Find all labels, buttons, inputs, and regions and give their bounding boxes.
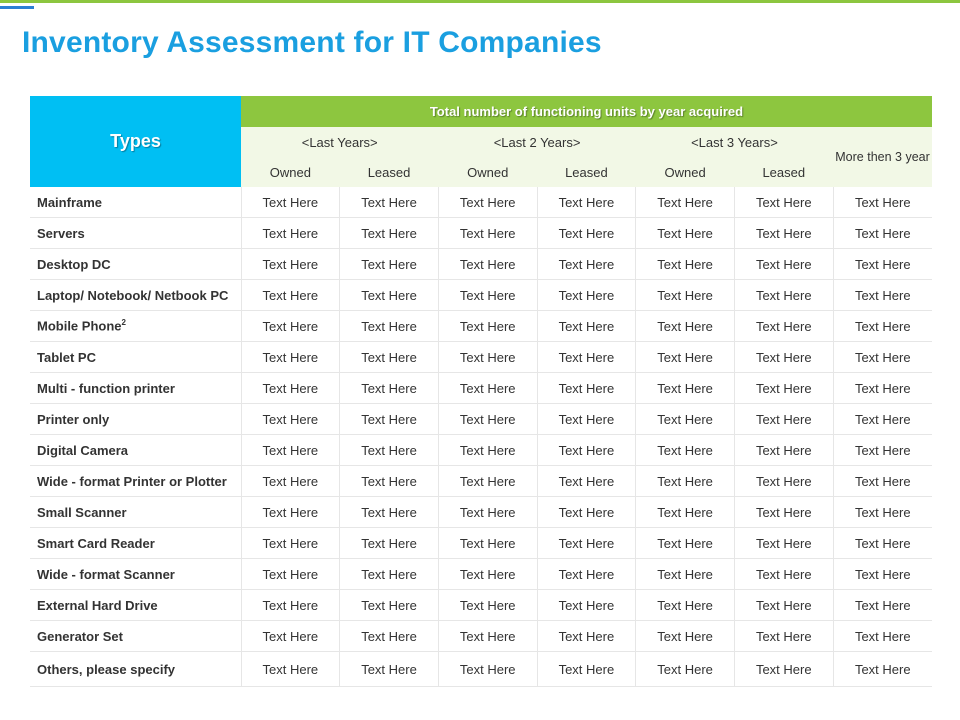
table-cell: Text Here	[636, 404, 735, 435]
table-cell: Text Here	[636, 218, 735, 249]
table-cell: Text Here	[241, 342, 340, 373]
table-cell: Text Here	[241, 249, 340, 280]
row-type-text: Smart Card Reader	[37, 535, 155, 551]
row-type-text: Multi - function printer	[37, 380, 175, 396]
table-cell: Text Here	[537, 218, 636, 249]
table-cell: Text Here	[340, 466, 439, 497]
table-cell: Text Here	[241, 621, 340, 652]
table-cell: Text Here	[833, 590, 932, 621]
table-cell: Text Here	[734, 590, 833, 621]
table-cell: Text Here	[833, 187, 932, 218]
row-type-text: Mainframe	[37, 194, 103, 210]
table-cell: Text Here	[438, 342, 537, 373]
table-cell: Text Here	[833, 311, 932, 342]
table-cell: Text Here	[438, 497, 537, 528]
table-cell: Text Here	[734, 280, 833, 311]
table-cell: Text Here	[241, 590, 340, 621]
row-type-label	[30, 404, 241, 435]
table-cell: Text Here	[833, 404, 932, 435]
table-row	[30, 466, 932, 497]
row-type-text: Servers	[37, 225, 85, 241]
table-cell: Text Here	[537, 404, 636, 435]
row-type-label	[30, 559, 241, 590]
table-cell: Text Here	[241, 435, 340, 466]
table-cell: Text Here	[340, 559, 439, 590]
inventory-table	[30, 96, 932, 687]
table-cell: Text Here	[734, 187, 833, 218]
table-cell: Text Here	[241, 187, 340, 218]
table-cell: Text Here	[340, 311, 439, 342]
table-cell: Text Here	[340, 187, 439, 218]
table-cell: Text Here	[340, 218, 439, 249]
row-type-label	[30, 621, 241, 652]
table-cell: Text Here	[636, 373, 735, 404]
row-type-label	[30, 218, 241, 249]
year-group-header: <Last Years>	[241, 127, 438, 157]
table-cell: Text Here	[241, 373, 340, 404]
footnote-marker: 2	[121, 318, 126, 328]
table-row	[30, 652, 932, 687]
row-type-text: Desktop DC	[37, 256, 111, 272]
page-title: Inventory Assessment for IT Companies	[22, 26, 602, 59]
row-type-text: Laptop/ Notebook/ Netbook PC	[37, 287, 229, 303]
row-type-text: Tablet PC	[37, 349, 96, 365]
table-cell: Text Here	[438, 311, 537, 342]
table-cell: Text Here	[636, 559, 735, 590]
row-type-label	[30, 497, 241, 528]
table-cell: Text Here	[340, 497, 439, 528]
table-cell: Text Here	[340, 404, 439, 435]
row-type-text: External Hard Drive	[37, 597, 158, 613]
table-cell: Text Here	[833, 652, 932, 687]
table-cell: Text Here	[636, 342, 735, 373]
table-cell: Text Here	[636, 187, 735, 218]
row-type-label	[30, 590, 241, 621]
table-row	[30, 528, 932, 559]
leased-header: Leased	[537, 157, 636, 187]
table-cell: Text Here	[636, 621, 735, 652]
table-row	[30, 621, 932, 652]
table-cell: Text Here	[734, 621, 833, 652]
table-cell: Text Here	[438, 404, 537, 435]
table-cell: Text Here	[833, 528, 932, 559]
row-type-label	[30, 187, 241, 218]
table-cell: Text Here	[734, 652, 833, 687]
table-row	[30, 342, 932, 373]
table-cell: Text Here	[438, 187, 537, 218]
row-type-label	[30, 435, 241, 466]
leased-header: Leased	[340, 157, 439, 187]
table-cell: Text Here	[734, 497, 833, 528]
table-cell: Text Here	[438, 590, 537, 621]
table-cell: Text Here	[340, 652, 439, 687]
table-cell: Text Here	[241, 466, 340, 497]
table-cell: Text Here	[734, 311, 833, 342]
table-cell: Text Here	[438, 466, 537, 497]
table-cell: Text Here	[537, 652, 636, 687]
table-row	[30, 559, 932, 590]
row-type-label	[30, 280, 241, 311]
table-cell: Text Here	[537, 590, 636, 621]
table-row	[30, 249, 932, 280]
year-group-header: <Last 3 Years>	[636, 127, 833, 157]
table-cell: Text Here	[734, 435, 833, 466]
table-row	[30, 590, 932, 621]
table-cell: Text Here	[241, 404, 340, 435]
table-cell: Text Here	[537, 342, 636, 373]
table-row	[30, 404, 932, 435]
table-cell: Text Here	[833, 559, 932, 590]
table-cell: Text Here	[833, 373, 932, 404]
table-cell: Text Here	[833, 342, 932, 373]
table-cell: Text Here	[241, 528, 340, 559]
table-row	[30, 280, 932, 311]
table-row	[30, 435, 932, 466]
row-type-label	[30, 528, 241, 559]
table-cell: Text Here	[636, 311, 735, 342]
year-group-header: <Last 2 Years>	[438, 127, 635, 157]
table-cell: Text Here	[438, 280, 537, 311]
table-cell: Text Here	[537, 466, 636, 497]
table-cell: Text Here	[636, 280, 735, 311]
table-cell: Text Here	[734, 404, 833, 435]
row-type-text: Wide - format Printer or Plotter	[37, 473, 227, 489]
table-row	[30, 311, 932, 342]
table-cell: Text Here	[833, 218, 932, 249]
table-cell: Text Here	[734, 373, 833, 404]
table-cell: Text Here	[833, 621, 932, 652]
top-accent-mark	[0, 6, 34, 9]
table-cell: Text Here	[537, 435, 636, 466]
table-cell: Text Here	[734, 342, 833, 373]
table-cell: Text Here	[833, 466, 932, 497]
row-type-text: Printer only	[37, 411, 110, 427]
table-cell: Text Here	[537, 311, 636, 342]
table-cell: Text Here	[340, 435, 439, 466]
table-cell: Text Here	[833, 280, 932, 311]
table-cell: Text Here	[438, 621, 537, 652]
table-cell: Text Here	[734, 218, 833, 249]
table-cell: Text Here	[537, 249, 636, 280]
row-type-text: Small Scanner	[37, 504, 127, 520]
types-header: Types	[30, 96, 241, 187]
table-cell: Text Here	[340, 621, 439, 652]
table-cell: Text Here	[438, 559, 537, 590]
table-cell: Text Here	[438, 218, 537, 249]
table-cell: Text Here	[241, 652, 340, 687]
table-cell: Text Here	[537, 559, 636, 590]
table-cell: Text Here	[340, 249, 439, 280]
table-cell: Text Here	[636, 497, 735, 528]
table-cell: Text Here	[340, 528, 439, 559]
table-cell: Text Here	[537, 187, 636, 218]
table-cell: Text Here	[438, 528, 537, 559]
table-cell: Text Here	[537, 621, 636, 652]
table-cell: Text Here	[241, 218, 340, 249]
table-cell: Text Here	[734, 249, 833, 280]
table-cell: Text Here	[340, 373, 439, 404]
table-row	[30, 373, 932, 404]
table-cell: Text Here	[734, 466, 833, 497]
table-row	[30, 187, 932, 218]
row-type-label	[30, 373, 241, 404]
owned-header: Owned	[438, 157, 537, 187]
row-type-label	[30, 652, 241, 687]
owned-header: Owned	[241, 157, 340, 187]
table-cell: Text Here	[734, 559, 833, 590]
table-cell: Text Here	[636, 466, 735, 497]
more-than-3-year-header: More then 3 year	[833, 127, 932, 187]
table-cell: Text Here	[537, 280, 636, 311]
row-type-label	[30, 249, 241, 280]
table-cell: Text Here	[636, 249, 735, 280]
row-type-text: Generator Set	[37, 628, 123, 644]
table-cell: Text Here	[241, 311, 340, 342]
leased-header: Leased	[734, 157, 833, 187]
table-cell: Text Here	[340, 280, 439, 311]
table-row	[30, 218, 932, 249]
table-row	[30, 497, 932, 528]
table-cell: Text Here	[636, 528, 735, 559]
row-type-text: Mobile Phone	[37, 318, 122, 334]
row-type-label	[30, 466, 241, 497]
table-cell: Text Here	[438, 652, 537, 687]
table-cell: Text Here	[241, 497, 340, 528]
table-cell: Text Here	[636, 435, 735, 466]
table-cell: Text Here	[833, 435, 932, 466]
owned-header: Owned	[636, 157, 735, 187]
table-cell: Text Here	[438, 249, 537, 280]
total-units-header: Total number of functioning units by year acquired	[241, 96, 932, 127]
table-cell: Text Here	[438, 435, 537, 466]
table-cell: Text Here	[636, 652, 735, 687]
table-cell: Text Here	[537, 528, 636, 559]
table-body	[30, 187, 932, 687]
row-type-text: Wide - format Scanner	[37, 566, 175, 582]
table-cell: Text Here	[537, 373, 636, 404]
row-type-label	[30, 342, 241, 373]
table-cell: Text Here	[734, 528, 833, 559]
top-accent-line	[0, 0, 960, 3]
table-cell: Text Here	[340, 342, 439, 373]
table-cell: Text Here	[537, 497, 636, 528]
table-cell: Text Here	[340, 590, 439, 621]
table-cell: Text Here	[241, 280, 340, 311]
table-cell: Text Here	[241, 559, 340, 590]
row-type-text: Digital Camera	[37, 442, 129, 458]
table-cell: Text Here	[833, 249, 932, 280]
table-cell: Text Here	[833, 497, 932, 528]
table-cell: Text Here	[438, 373, 537, 404]
row-type-label	[30, 311, 241, 342]
table-cell: Text Here	[636, 590, 735, 621]
row-type-text: Others, please specify	[37, 661, 176, 677]
